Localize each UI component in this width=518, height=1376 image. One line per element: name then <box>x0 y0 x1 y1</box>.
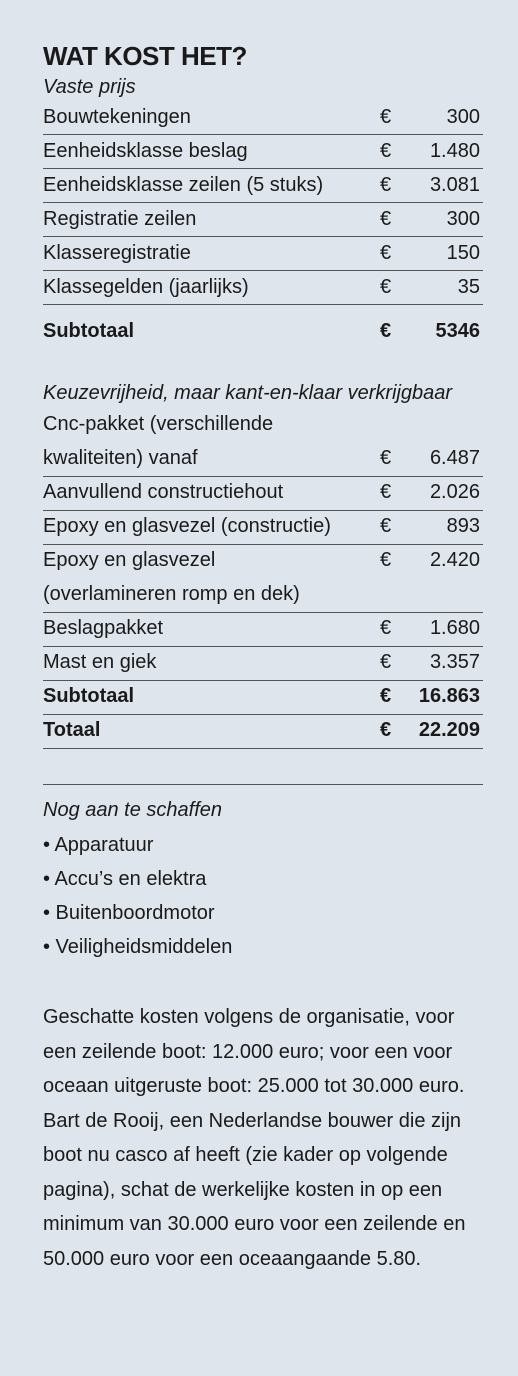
paragraph-line: een zeilende boot: 12.000 euro; voor een voor <box>43 1040 453 1063</box>
cost-label: Bouwtekeningen <box>43 106 191 128</box>
total-amount: 22.209 <box>418 719 480 741</box>
cost-row <box>43 168 483 202</box>
currency-symbol: € <box>380 481 392 503</box>
section-divider <box>43 784 483 785</box>
cost-row <box>43 236 483 270</box>
cost-label: Klassegelden (jaarlijks) <box>43 276 249 298</box>
paragraph-line: Bart de Rooij, een Nederlandse bouwer die zijn <box>43 1109 462 1132</box>
cost-label: Mast en giek <box>43 651 157 673</box>
subtotal-amount: 16.863 <box>418 685 480 707</box>
to-buy-list <box>43 828 232 964</box>
row-divider <box>43 646 483 647</box>
currency-symbol: € <box>380 242 392 264</box>
row-divider <box>43 544 483 545</box>
fixed-price-heading: Vaste prijs <box>43 76 136 98</box>
paragraph-line: boot nu casco af heeft (zie kader op volgende <box>43 1144 448 1166</box>
cost-label: Registratie zeilen <box>43 208 197 230</box>
row-divider <box>43 304 483 305</box>
cost-amount: 3.081 <box>429 174 480 196</box>
cost-row <box>43 441 483 475</box>
currency-symbol: € <box>380 617 392 639</box>
cost-row <box>43 475 483 509</box>
cost-estimate-paragraph <box>43 1000 488 1276</box>
subtotal-amount: 5346 <box>435 320 480 342</box>
cost-label: Klasseregistratie <box>43 242 191 264</box>
cost-row <box>43 407 483 441</box>
row-divider <box>43 510 483 511</box>
currency-symbol: € <box>380 685 392 707</box>
panel-title: WAT KOST HET? <box>43 41 247 71</box>
list-item: • Accu’s en elektra <box>43 868 207 890</box>
subtotal-row <box>43 314 483 348</box>
cost-label: Epoxy en glasvezel (constructie) <box>43 515 331 537</box>
row-divider <box>43 270 483 271</box>
cost-amount: 3.357 <box>429 651 480 673</box>
cost-row <box>43 509 483 543</box>
subtotal-label: Subtotaal <box>43 685 135 707</box>
row-divider <box>43 202 483 203</box>
cost-label: Aanvullend constructiehout <box>43 481 284 503</box>
cost-row <box>43 134 483 168</box>
cost-amount: 6.487 <box>429 447 480 469</box>
cost-amount: 1.680 <box>429 617 480 639</box>
list-item: • Veiligheidsmiddelen <box>43 936 233 958</box>
cost-amount: 300 <box>446 106 480 128</box>
cost-amount: 35 <box>457 276 480 298</box>
subtotal-label: Subtotaal <box>43 320 135 342</box>
cost-row <box>43 202 483 236</box>
currency-symbol: € <box>380 106 392 128</box>
currency-symbol: € <box>380 276 392 298</box>
cost-label: kwaliteiten) vanaf <box>43 447 198 469</box>
paragraph-line: pagina), schat de werkelijke kosten in op een <box>43 1178 443 1201</box>
cost-row <box>43 611 483 645</box>
cost-amount: 2.026 <box>429 481 480 503</box>
row-divider <box>43 612 483 613</box>
cost-label: Eenheidsklasse beslag <box>43 140 248 162</box>
currency-symbol: € <box>380 140 392 162</box>
currency-symbol: € <box>380 719 392 741</box>
paragraph-line: 50.000 euro voor een oceaangaande 5.80. <box>43 1247 422 1270</box>
optional-heading: Keuzevrijheid, maar kant-en-klaar verkrijgbaar <box>43 382 453 404</box>
cost-amount: 893 <box>446 515 480 537</box>
cost-label: Epoxy en glasvezel <box>43 549 216 571</box>
fixed-subtotal <box>43 314 483 348</box>
cost-label: (overlamineren romp en dek) <box>43 583 300 605</box>
list-item: • Buitenboordmotor <box>43 902 215 924</box>
currency-symbol: € <box>380 549 392 571</box>
currency-symbol: € <box>380 208 392 230</box>
cost-label: Cnc-pakket (verschillende <box>43 413 274 435</box>
paragraph-line: minimum van 30.000 euro voor een zeilende en <box>43 1213 466 1235</box>
currency-symbol: € <box>380 515 392 537</box>
paragraph-line: Geschatte kosten volgens de organisatie, voor <box>43 1006 455 1028</box>
cost-label: Beslagpakket <box>43 617 164 639</box>
currency-symbol: € <box>380 174 392 196</box>
cost-amount: 2.420 <box>429 549 480 571</box>
cost-label: Eenheidsklasse zeilen (5 stuks) <box>43 174 324 196</box>
currency-symbol: € <box>380 447 392 469</box>
currency-symbol: € <box>380 320 392 342</box>
total-label: Totaal <box>43 719 101 741</box>
cost-row <box>43 645 483 679</box>
row-divider <box>43 680 483 681</box>
cost-row <box>43 543 483 577</box>
currency-symbol: € <box>380 651 392 673</box>
cost-row <box>43 270 483 304</box>
row-divider <box>43 168 483 169</box>
subtotal-row <box>43 679 483 713</box>
cost-amount: 1.480 <box>429 140 480 162</box>
row-divider <box>43 476 483 477</box>
cost-amount: 150 <box>446 242 480 264</box>
row-divider <box>43 134 483 135</box>
paragraph-line: oceaan uitgeruste boot: 25.000 tot 30.000 euro. <box>43 1075 465 1097</box>
cost-amount: 300 <box>446 208 480 230</box>
cost-row <box>43 577 483 611</box>
to-buy-heading: Nog aan te schaffen <box>43 799 223 821</box>
total-row <box>43 713 483 747</box>
row-divider <box>43 714 483 715</box>
row-divider <box>43 748 483 749</box>
row-divider <box>43 236 483 237</box>
cost-row <box>43 100 483 134</box>
list-item: • Apparatuur <box>43 834 154 856</box>
optional-table <box>43 407 483 747</box>
